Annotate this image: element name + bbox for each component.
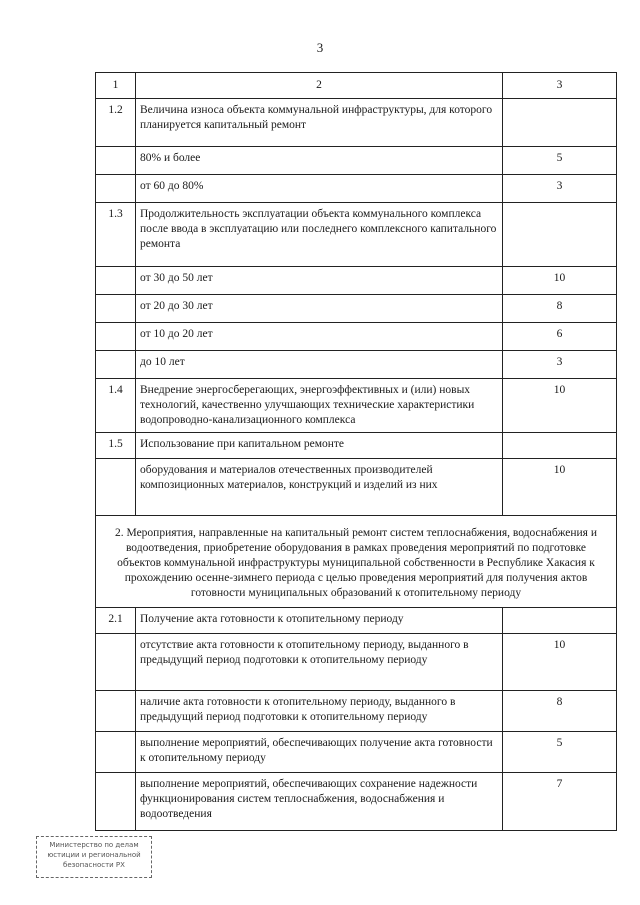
row-score: 7 bbox=[503, 773, 617, 831]
row-text: 80% и более bbox=[136, 147, 503, 175]
table-row bbox=[96, 691, 617, 732]
row-text: Продолжительность эксплуатации объекта коммунального комплекса после ввода в эксплуатацию или последнего комплексного капитального ремонта bbox=[136, 203, 503, 267]
row-text: от 30 до 50 лет bbox=[136, 267, 503, 295]
table-row bbox=[96, 295, 617, 323]
table-row bbox=[96, 379, 617, 433]
row-text: оборудования и материалов отечественных производителей композиционных материалов, конструкций и изделий из них bbox=[136, 459, 503, 516]
row-score: 10 bbox=[503, 267, 617, 295]
table-row bbox=[96, 634, 617, 691]
table-row bbox=[96, 351, 617, 379]
table-row bbox=[96, 433, 617, 459]
row-text: от 20 до 30 лет bbox=[136, 295, 503, 323]
row-text: Использование при капитальном ремонте bbox=[136, 433, 503, 459]
row-number bbox=[96, 773, 136, 831]
row-number: 1.4 bbox=[96, 379, 136, 433]
header-col-3: 3 bbox=[503, 73, 617, 99]
row-score bbox=[503, 433, 617, 459]
criteria-table bbox=[95, 72, 617, 831]
table-row bbox=[96, 732, 617, 773]
row-text: отсутствие акта готовности к отопительному периоду, выданного в предыдущий период подготовки к отопительному периоду bbox=[136, 634, 503, 691]
row-score: 3 bbox=[503, 351, 617, 379]
row-score bbox=[503, 608, 617, 634]
row-text: Внедрение энергосберегающих, энергоэффективных и (или) новых технологий, качественно улучшающих технические характеристики водопроводно-канализационного комплекса bbox=[136, 379, 503, 433]
row-text: выполнение мероприятий, обеспечивающих сохранение надежности функционирования систем теплоснабжения, водоснабжения и водоотведения bbox=[136, 773, 503, 831]
row-number: 1.2 bbox=[96, 99, 136, 147]
criteria-rows bbox=[96, 99, 617, 516]
row-score: 8 bbox=[503, 691, 617, 732]
row-text: от 10 до 20 лет bbox=[136, 323, 503, 351]
table-row bbox=[96, 203, 617, 267]
table-row bbox=[96, 323, 617, 351]
row-number bbox=[96, 175, 136, 203]
row-number bbox=[96, 351, 136, 379]
row-text: Величина износа объекта коммунальной инфраструктуры, для которого планируется капитальный ремонт bbox=[136, 99, 503, 147]
table-row bbox=[96, 608, 617, 634]
row-text: до 10 лет bbox=[136, 351, 503, 379]
table-row bbox=[96, 773, 617, 831]
row-number bbox=[96, 295, 136, 323]
row-number: 1.5 bbox=[96, 433, 136, 459]
table-row bbox=[96, 267, 617, 295]
page-number: 3 bbox=[316, 40, 324, 55]
row-score: 5 bbox=[503, 732, 617, 773]
row-score: 10 bbox=[503, 379, 617, 433]
section-2-heading: 2. Мероприятия, направленные на капитальный ремонт систем теплоснабжения, водоснабжения и водоотведения, приобретение оборудования в рамках проведения мероприятий по подготовке объектов коммунальной инфраструктуры муниципальной собственности в Республике Хакасия к прохождению осенне-зимнего периода с целью проведения мероприятий для получения актов готовности муниципальных образований к отопительному периоду bbox=[96, 516, 617, 608]
table-row bbox=[96, 99, 617, 147]
row-score: 10 bbox=[503, 634, 617, 691]
row-text: от 60 до 80% bbox=[136, 175, 503, 203]
row-score bbox=[503, 203, 617, 267]
table-row bbox=[96, 459, 617, 516]
row-number bbox=[96, 459, 136, 516]
row-score: 3 bbox=[503, 175, 617, 203]
header-col-2: 2 bbox=[136, 73, 503, 99]
table-header-row bbox=[96, 73, 617, 99]
row-number bbox=[96, 691, 136, 732]
table-row bbox=[96, 147, 617, 175]
row-text: Получение акта готовности к отопительному периоду bbox=[136, 608, 503, 634]
registration-stamp bbox=[36, 836, 152, 878]
stamp-text: Министерство по делам юстиции и региональной безопасности РХ bbox=[47, 841, 141, 869]
row-score: 6 bbox=[503, 323, 617, 351]
table-row bbox=[96, 175, 617, 203]
row-number: 1.3 bbox=[96, 203, 136, 267]
row-score bbox=[503, 99, 617, 147]
row-score: 10 bbox=[503, 459, 617, 516]
row-text: наличие акта готовности к отопительному периоду, выданного в предыдущий период подготовки к отопительному периоду bbox=[136, 691, 503, 732]
criteria-rows-section-2 bbox=[96, 608, 617, 831]
row-number: 2.1 bbox=[96, 608, 136, 634]
row-number bbox=[96, 634, 136, 691]
row-score: 8 bbox=[503, 295, 617, 323]
row-number bbox=[96, 323, 136, 351]
row-number bbox=[96, 732, 136, 773]
row-number bbox=[96, 147, 136, 175]
header-col-1: 1 bbox=[96, 73, 136, 99]
row-number bbox=[96, 267, 136, 295]
row-text: выполнение мероприятий, обеспечивающих получение акта готовности к отопительному периоду bbox=[136, 732, 503, 773]
section-2-row bbox=[96, 516, 617, 608]
row-score: 5 bbox=[503, 147, 617, 175]
